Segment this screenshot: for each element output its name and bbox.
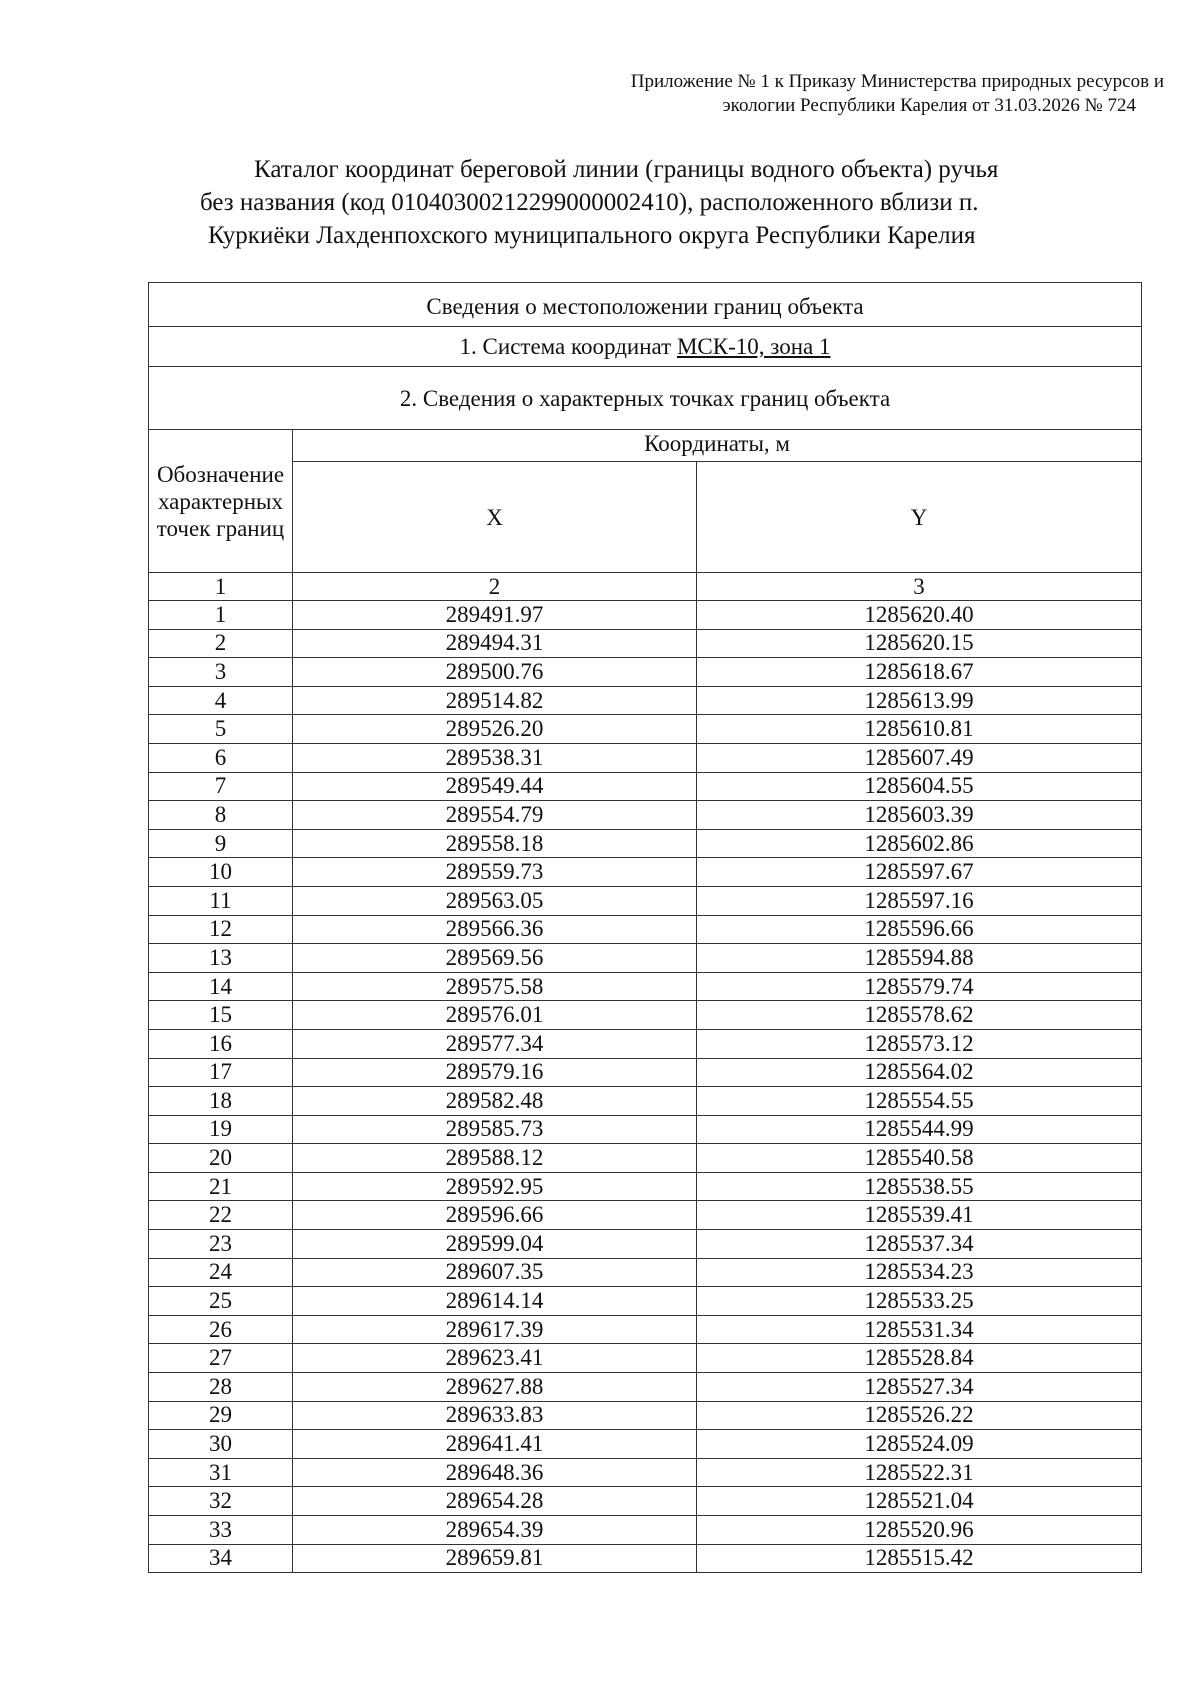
y-coordinate-cell: 1285613.99 [697,686,1142,715]
x-coordinate-cell: 289582.48 [293,1087,697,1116]
x-coordinate-cell: 289494.31 [293,629,697,658]
x-coordinate-cell: 289599.04 [293,1230,697,1259]
table-row [149,1373,1142,1402]
appendix-line-2: экологии Республики Карелия от 31.03.2026 № 724 [722,95,1136,116]
table-row [149,829,1142,858]
point-number-cell: 11 [149,886,293,915]
y-coordinate-cell: 1285607.49 [697,743,1142,772]
table-row [149,1087,1142,1116]
y-coordinate-cell: 1285539.41 [697,1201,1142,1230]
y-coordinate-cell: 1285579.74 [697,972,1142,1001]
point-number-cell: 30 [149,1430,293,1459]
point-number-cell: 20 [149,1144,293,1173]
point-number-cell: 27 [149,1344,293,1373]
y-coordinate-cell: 1285531.34 [697,1315,1142,1344]
y-coordinate-cell: 1285596.66 [697,915,1142,944]
x-coordinate-cell: 289500.76 [293,658,697,687]
table-row [149,743,1142,772]
table-row [149,601,1142,630]
x-header: X [293,462,697,573]
table-row [149,1544,1142,1573]
y-coordinate-cell: 1285538.55 [697,1172,1142,1201]
table-row [149,801,1142,830]
point-number-cell: 14 [149,972,293,1001]
y-coordinate-cell: 1285620.40 [697,601,1142,630]
points-heading-row [149,367,1142,430]
y-coordinate-cell: 1285602.86 [697,829,1142,858]
table-row [149,1230,1142,1259]
y-coordinate-cell: 1285521.04 [697,1487,1142,1516]
y-coordinate-cell: 1285540.58 [697,1144,1142,1173]
point-number-cell: 4 [149,686,293,715]
x-coordinate-cell: 289607.35 [293,1258,697,1287]
point-number-cell: 24 [149,1258,293,1287]
table-row [149,1315,1142,1344]
table-row [149,1115,1142,1144]
table-row [149,715,1142,744]
y-coordinate-cell: 1285618.67 [697,658,1142,687]
x-coordinate-cell: 289596.66 [293,1201,697,1230]
y-coordinate-cell: 1285610.81 [697,715,1142,744]
y-coordinate-cell: 1285526.22 [697,1401,1142,1430]
table-row [149,1258,1142,1287]
y-coordinate-cell: 1285533.25 [697,1287,1142,1316]
table-row [149,1458,1142,1487]
table-row [149,1430,1142,1459]
point-number-cell: 10 [149,858,293,887]
point-number-cell: 3 [149,658,293,687]
point-number-cell: 29 [149,1401,293,1430]
x-coordinate-cell: 289623.41 [293,1344,697,1373]
point-number-cell: 9 [149,829,293,858]
points-heading: 2. Сведения о характерных точках границ объекта [149,367,1142,430]
y-coordinate-cell: 1285528.84 [697,1344,1142,1373]
coordinates-header: Координаты, м [293,430,1142,462]
x-coordinate-cell: 289558.18 [293,829,697,858]
x-coordinate-cell: 289569.56 [293,944,697,973]
table-row [149,858,1142,887]
x-coordinate-cell: 289641.41 [293,1430,697,1459]
x-coordinate-cell: 289654.28 [293,1487,697,1516]
table-row [149,629,1142,658]
column-number-3: 3 [697,573,1142,601]
point-number-cell: 33 [149,1516,293,1545]
point-number-cell: 25 [149,1287,293,1316]
table-row [149,1144,1142,1173]
x-coordinate-cell: 289585.73 [293,1115,697,1144]
y-coordinate-cell: 1285515.42 [697,1544,1142,1573]
y-coordinate-cell: 1285522.31 [697,1458,1142,1487]
x-coordinate-cell: 289566.36 [293,915,697,944]
coordinate-system-prefix: 1. Система координат [459,334,677,359]
table-row [149,772,1142,801]
point-number-cell: 16 [149,1029,293,1058]
point-number-cell: 31 [149,1458,293,1487]
point-number-cell: 32 [149,1487,293,1516]
table-row [149,1287,1142,1316]
appendix-note [444,70,1164,118]
point-number-cell: 34 [149,1544,293,1573]
x-coordinate-cell: 289627.88 [293,1373,697,1402]
x-coordinate-cell: 289648.36 [293,1458,697,1487]
y-coordinate-cell: 1285554.55 [697,1087,1142,1116]
table-row [149,1344,1142,1373]
point-number-cell: 8 [149,801,293,830]
point-number-cell: 2 [149,629,293,658]
x-coordinate-cell: 289617.39 [293,1315,697,1344]
table-row [149,1029,1142,1058]
title-line-3: Куркиёки Лахденпохского муниципального округа Республики Карелия [208,222,976,249]
column-number-1: 1 [149,573,293,601]
point-number-cell: 12 [149,915,293,944]
point-number-cell: 19 [149,1115,293,1144]
table-row [149,1058,1142,1087]
point-number-cell: 1 [149,601,293,630]
coordinate-system-value: МСК-10, зона 1 [676,334,831,359]
y-coordinate-cell: 1285597.16 [697,886,1142,915]
y-coordinate-cell: 1285594.88 [697,944,1142,973]
x-coordinate-cell: 289491.97 [293,601,697,630]
table-row [149,658,1142,687]
x-coordinate-cell: 289633.83 [293,1401,697,1430]
x-coordinate-cell: 289614.14 [293,1287,697,1316]
x-coordinate-cell: 289514.82 [293,686,697,715]
y-coordinate-cell: 1285544.99 [697,1115,1142,1144]
table-row [149,944,1142,973]
y-coordinate-cell: 1285573.12 [697,1029,1142,1058]
x-coordinate-cell: 289526.20 [293,715,697,744]
y-coordinate-cell: 1285578.62 [697,1001,1142,1030]
x-coordinate-cell: 289554.79 [293,801,697,830]
y-coordinate-cell: 1285520.96 [697,1516,1142,1545]
x-coordinate-cell: 289549.44 [293,772,697,801]
y-coordinate-cell: 1285524.09 [697,1430,1142,1459]
section-heading: Сведения о местоположении границ объекта [149,283,1142,327]
table-row [149,972,1142,1001]
point-number-cell: 18 [149,1087,293,1116]
y-coordinate-cell: 1285564.02 [697,1058,1142,1087]
y-coordinate-cell: 1285620.15 [697,629,1142,658]
point-number-cell: 5 [149,715,293,744]
title-line-2: без названия (код 01040300212299000002410), расположенного вблизи п. [200,189,979,216]
point-number-cell: 26 [149,1315,293,1344]
y-header: Y [697,462,1142,573]
coordinate-system-row [149,327,1142,367]
point-number-cell: 13 [149,944,293,973]
x-coordinate-cell: 289592.95 [293,1172,697,1201]
table-row [149,1201,1142,1230]
point-number-cell: 28 [149,1373,293,1402]
column-number-row [149,573,1142,601]
x-coordinate-cell: 289538.31 [293,743,697,772]
point-number-cell: 23 [149,1230,293,1259]
x-coordinate-cell: 289654.39 [293,1516,697,1545]
table-row [149,1001,1142,1030]
point-number-cell: 15 [149,1001,293,1030]
table-row [149,1401,1142,1430]
title-line-1: Каталог координат береговой линии (границы водного объекта) ручья [254,156,999,183]
y-coordinate-cell: 1285603.39 [697,801,1142,830]
x-coordinate-cell: 289563.05 [293,886,697,915]
table-row [149,915,1142,944]
y-coordinate-cell: 1285534.23 [697,1258,1142,1287]
x-coordinate-cell: 289577.34 [293,1029,697,1058]
coordinate-system [149,327,1142,367]
table-row [149,686,1142,715]
column-header-row [149,430,1142,462]
y-coordinate-cell: 1285604.55 [697,772,1142,801]
y-coordinate-cell: 1285597.67 [697,858,1142,887]
x-coordinate-cell: 289559.73 [293,858,697,887]
designation-header: Обозначение характерных точек границ [149,430,293,573]
table-row [149,1172,1142,1201]
axis-header-row [149,462,1142,573]
x-coordinate-cell: 289659.81 [293,1544,697,1573]
section-heading-row [149,283,1142,327]
point-number-cell: 17 [149,1058,293,1087]
column-number-2: 2 [293,573,697,601]
table-row [149,886,1142,915]
document-title [180,153,1100,252]
point-number-cell: 21 [149,1172,293,1201]
x-coordinate-cell: 289588.12 [293,1144,697,1173]
point-number-cell: 6 [149,743,293,772]
x-coordinate-cell: 289575.58 [293,972,697,1001]
x-coordinate-cell: 289579.16 [293,1058,697,1087]
x-coordinate-cell: 289576.01 [293,1001,697,1030]
point-number-cell: 7 [149,772,293,801]
coordinates-table [148,282,1142,1573]
appendix-line-1: Приложение № 1 к Приказу Министерства природных ресурсов и [630,71,1164,92]
y-coordinate-cell: 1285527.34 [697,1373,1142,1402]
table-row [149,1516,1142,1545]
point-number-cell: 22 [149,1201,293,1230]
table-row [149,1487,1142,1516]
y-coordinate-cell: 1285537.34 [697,1230,1142,1259]
